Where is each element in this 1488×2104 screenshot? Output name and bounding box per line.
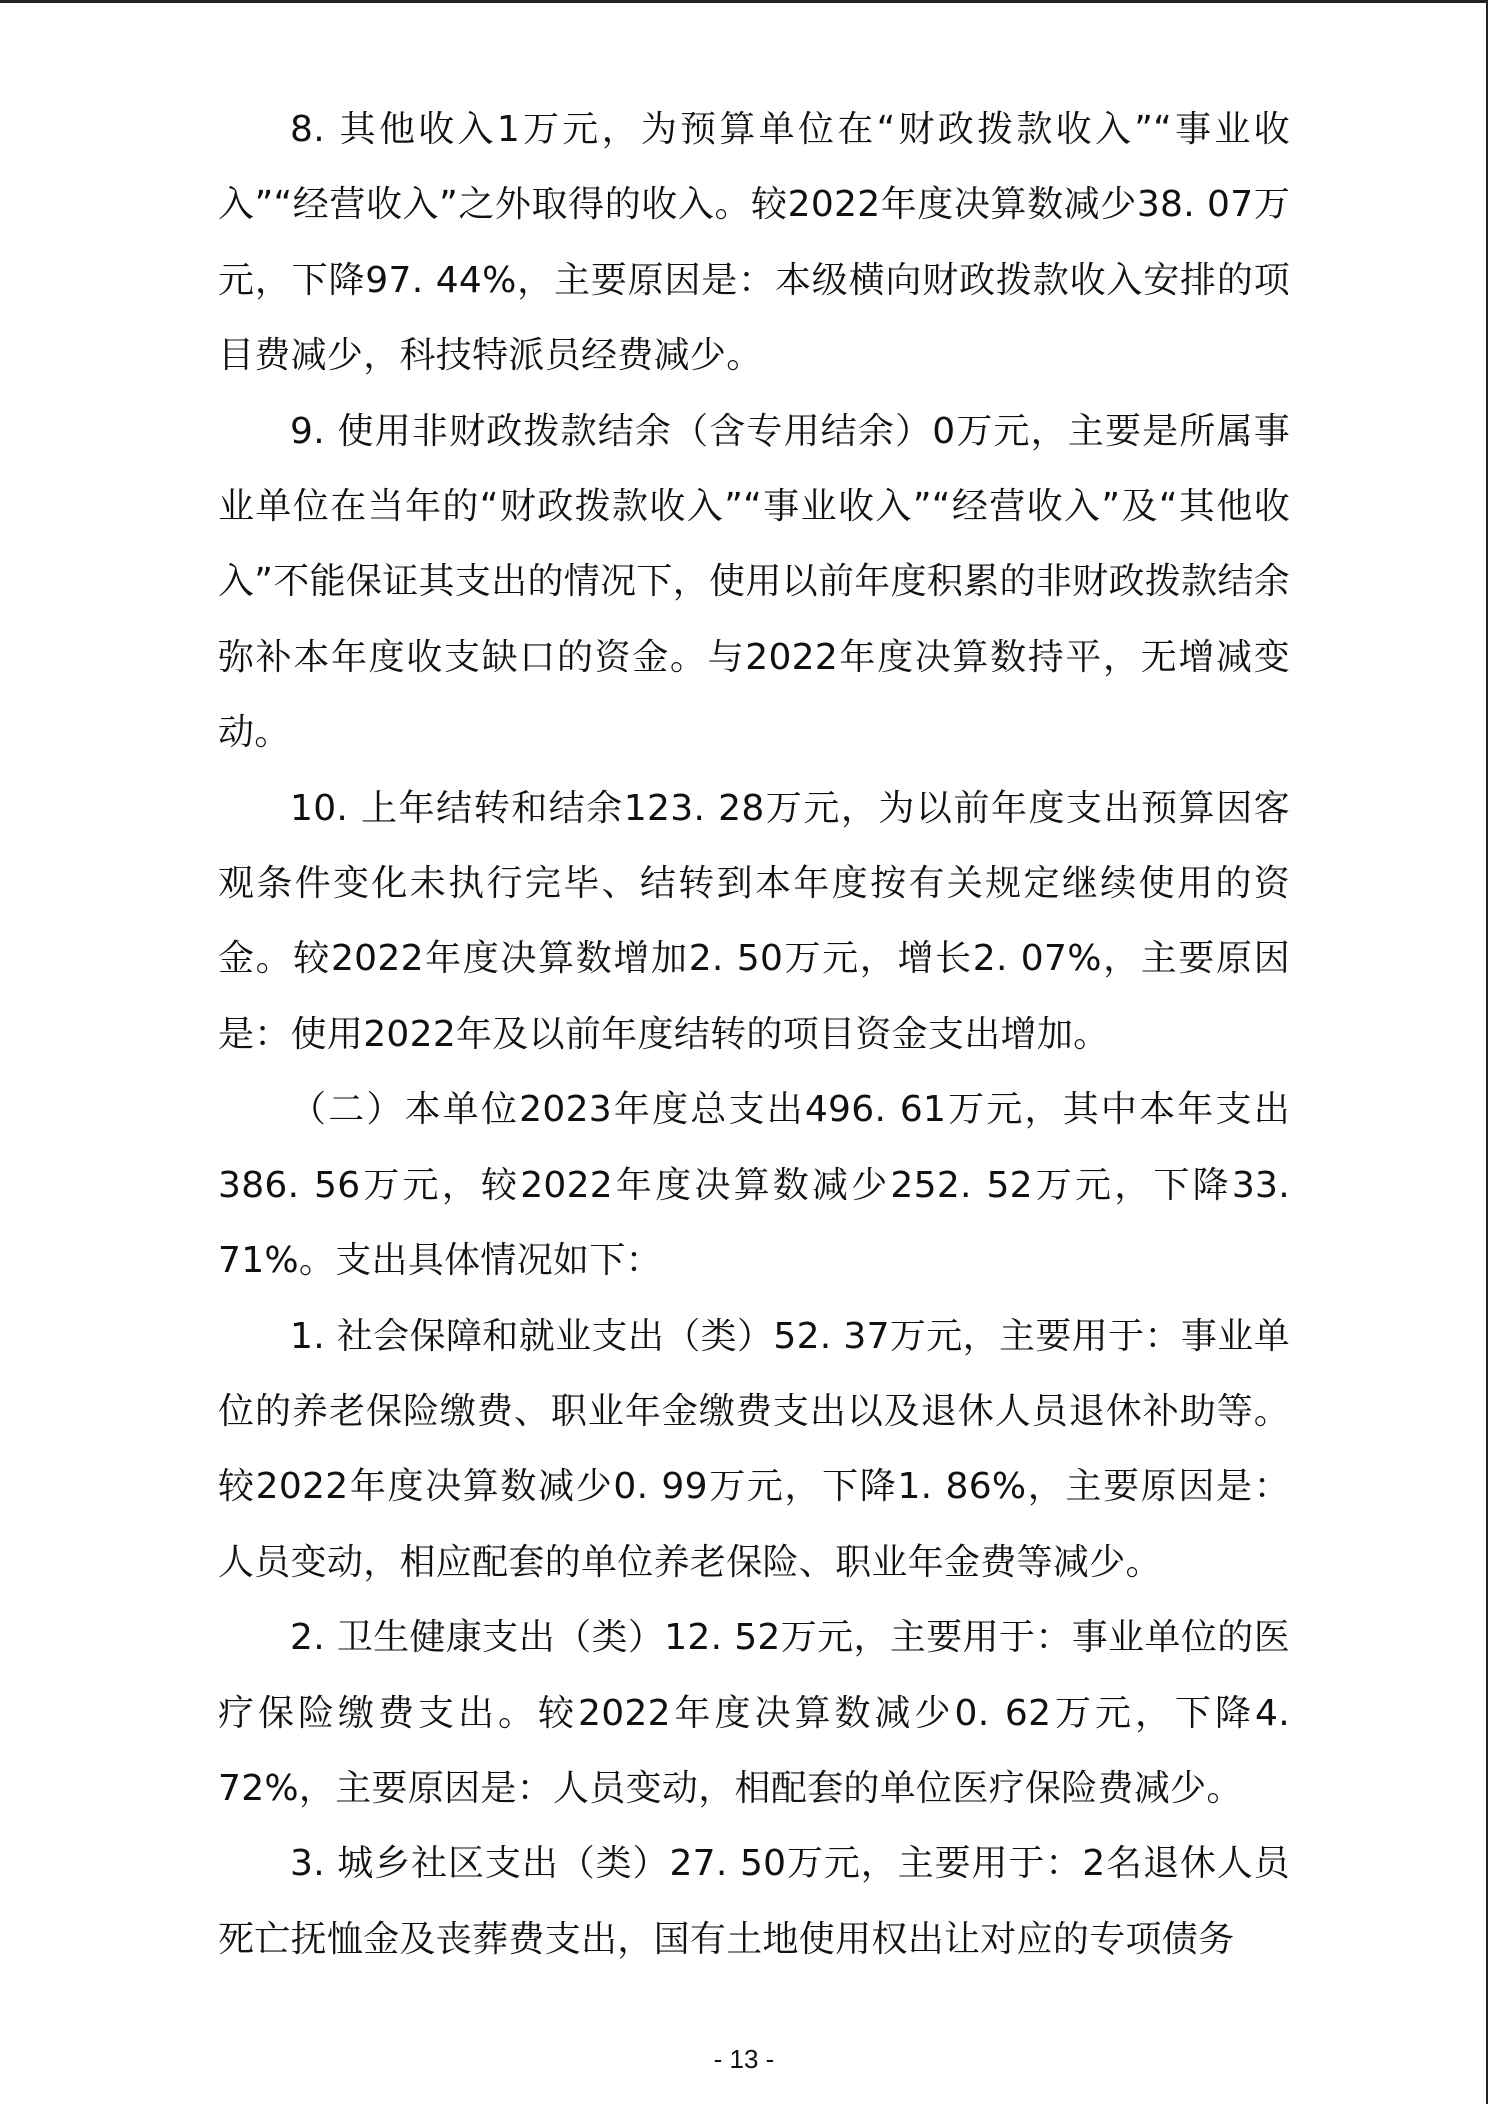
paragraph-non-fiscal-balance: 9. 使用非财政拨款结余（含专用结余）0万元，主要是所属事业单位在当年的“财政拨款收入”“事业收入”“经营收入”及“其他收入”不能保证其支出的情况下，使用以前年度积累的非财政拨款结余弥补本年度收支缺口的资金。与2022年度决算数持平，无增减变动。 — [218, 410, 1290, 754]
page-number: - 13 - — [713, 2044, 775, 2074]
paragraph-social-security: 1. 社会保障和就业支出（类）52. 37万元，主要用于：事业单位的养老保险缴费、职业年金缴费支出以及退休人员退休补助等。较2022年度决算数减少0. 99万元，下降1. 86%，主要原因是：人员变动，相应配套的单位养老保险、职业年金费等减少。 — [218, 1315, 1290, 1583]
paragraph-urban-rural: 3. 城乡社区支出（类）27. 50万元，主要用于：2名退休人员死亡抚恤金及丧葬费支出，国有土地使用权出让对应的专项债务 — [218, 1843, 1290, 1960]
paragraph-total-expenditure: （二）本单位2023年度总支出496. 61万元，其中本年支出386. 56万元，较2022年度决算数减少252. 52万元，下降33. 71%。支出具体情况如下： — [218, 1089, 1290, 1282]
paragraph-other-income: 8. 其他收入1万元，为预算单位在“财政拨款收入”“事业收入”“经营收入”之外取得的收入。较2022年度决算数减少38. 07万元，下降97. 44%，主要原因是：本级横向财政拨款收入安排的项目费减少，科技特派员经费减少。 — [218, 109, 1290, 377]
document-body — [218, 92, 1290, 1977]
page-top-border — [0, 0, 1488, 3]
paragraph-carryover-balance: 10. 上年结转和结余123. 28万元，为以前年度支出预算因客观条件变化未执行完毕、结转到本年度按有关规定继续使用的资金。较2022年度决算数增加2. 50万元，增长2. 07%，主要原因是：使用2022年及以前年度结转的项目资金支出增加。 — [218, 787, 1290, 1055]
paragraph-health: 2. 卫生健康支出（类）12. 52万元，主要用于：事业单位的医疗保险缴费支出。较2022年度决算数减少0. 62万元，下降4. 72%，主要原因是：人员变动，相配套的单位医疗保险费减少。 — [218, 1617, 1290, 1809]
